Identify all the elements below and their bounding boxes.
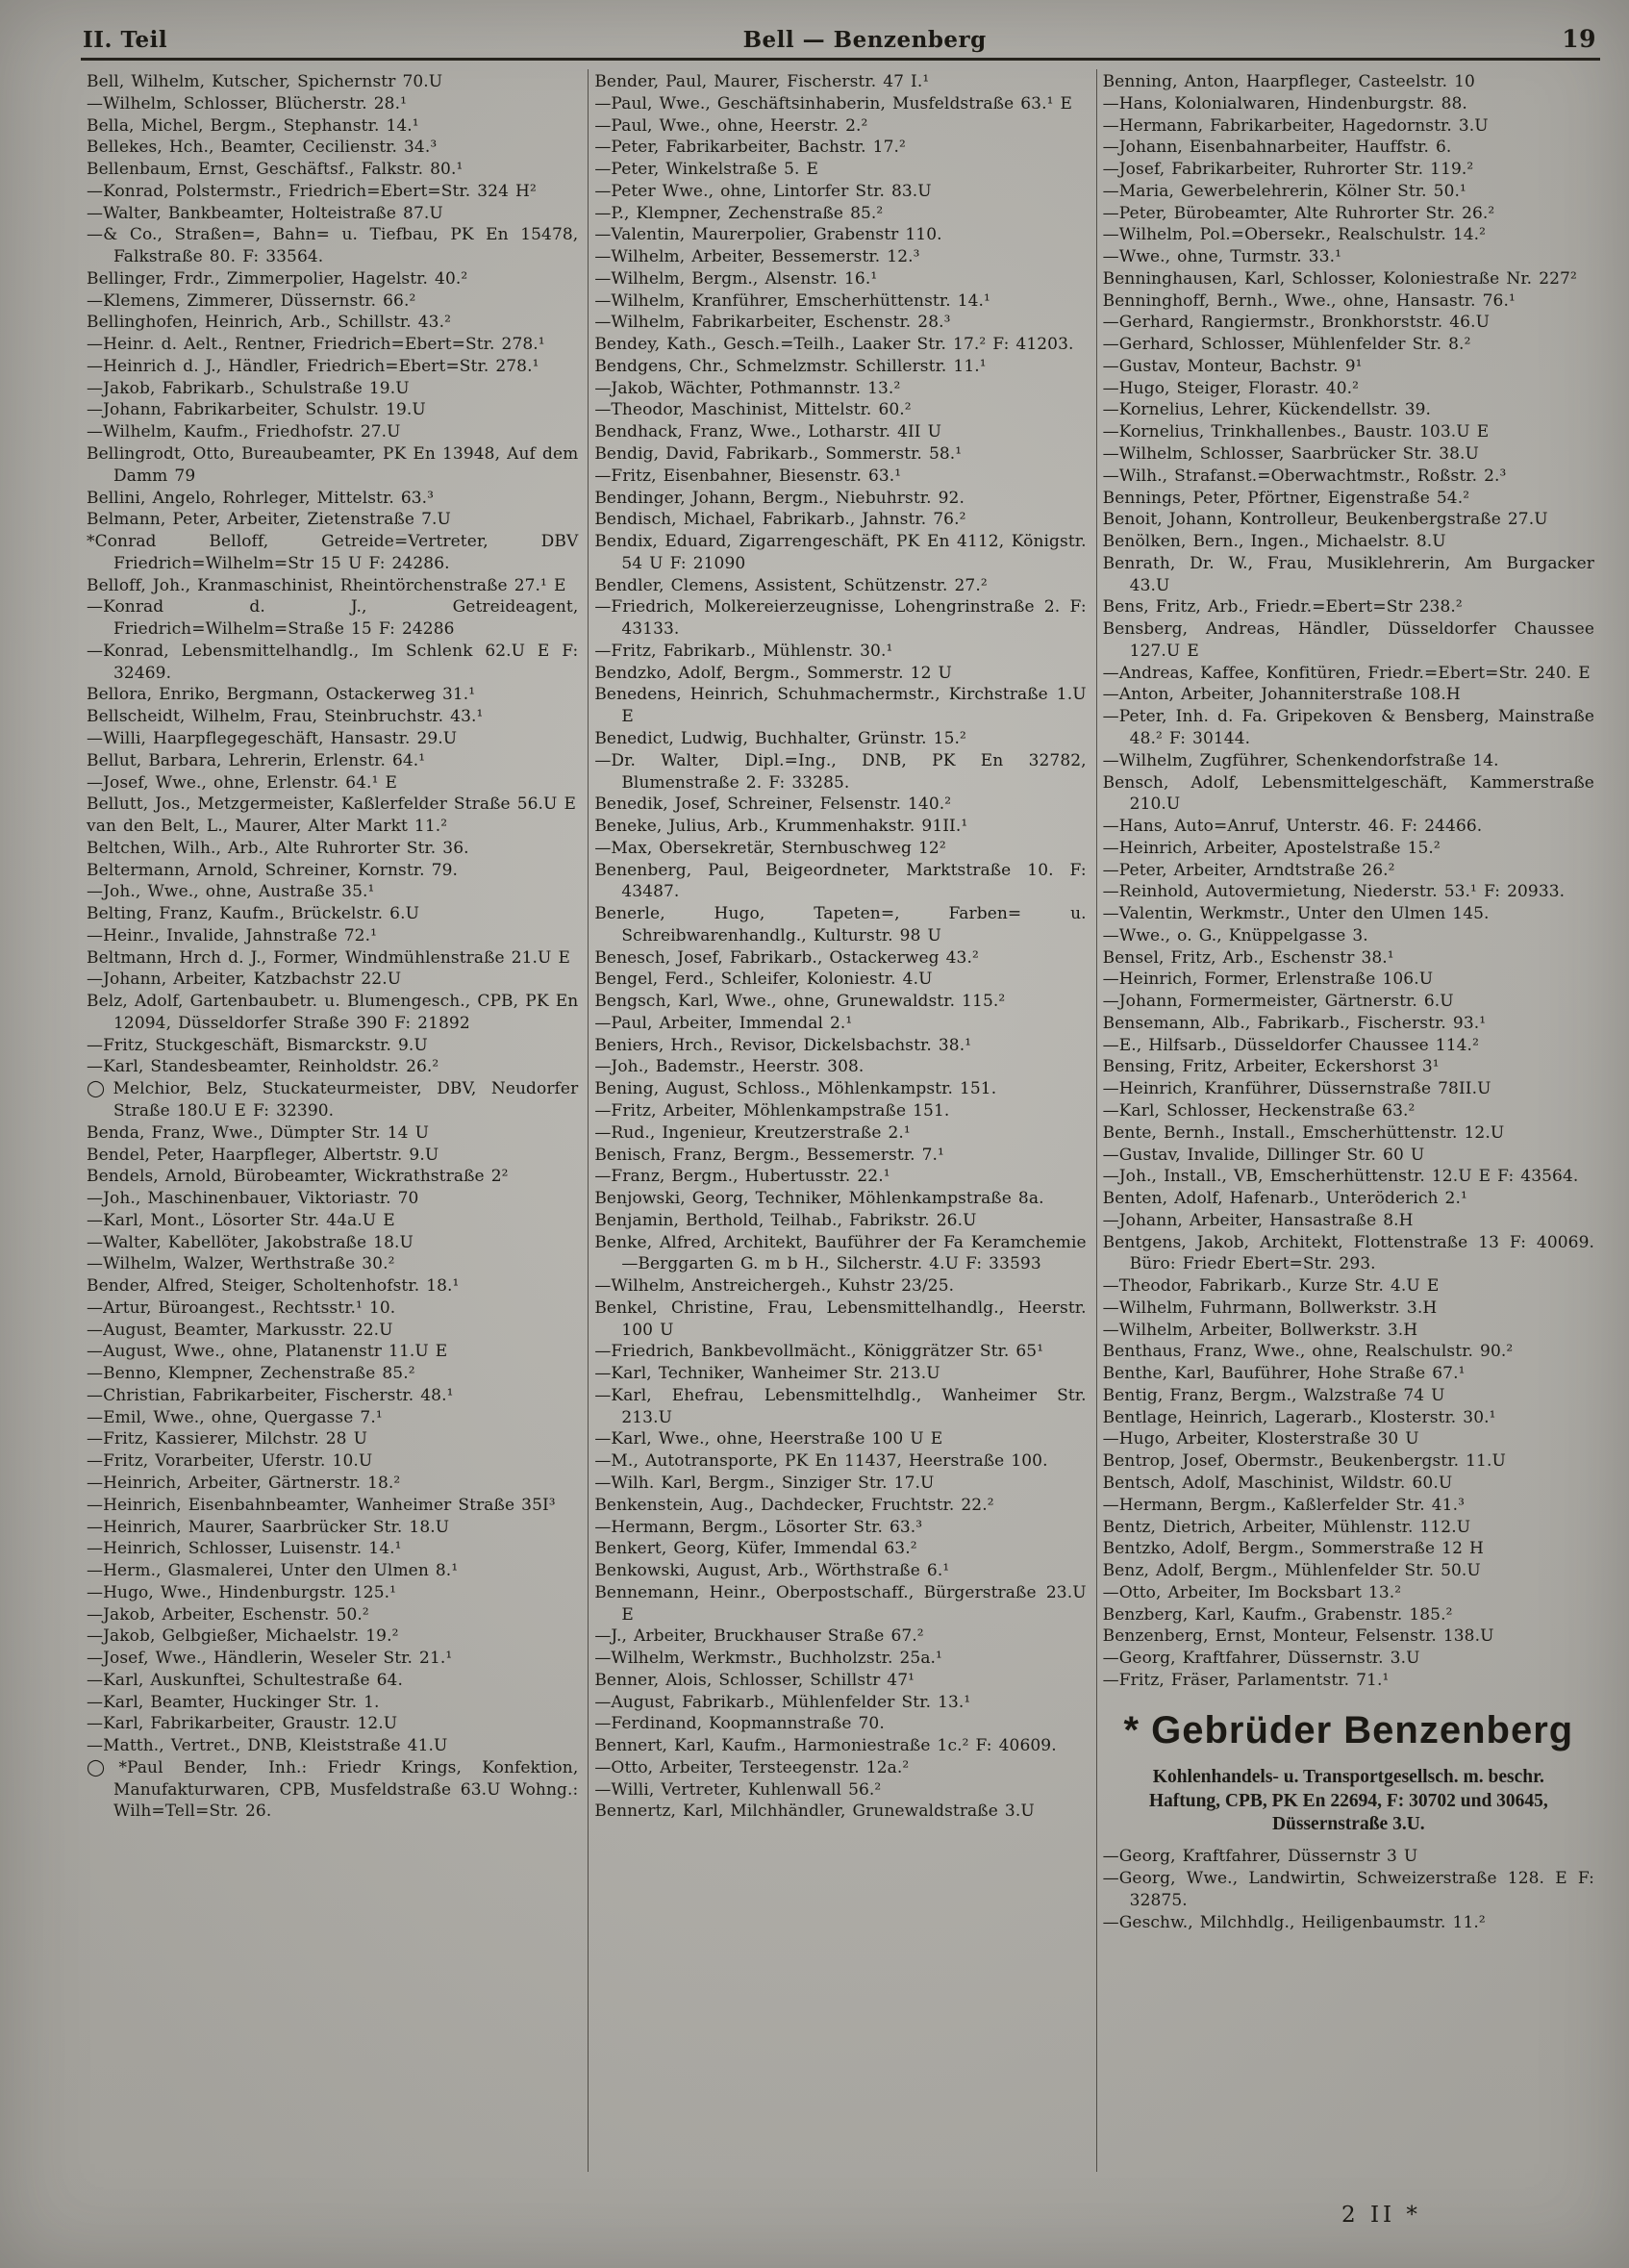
directory-entry: —Herm., Glasmalerei, Unter den Ulmen 8.¹ xyxy=(87,1561,459,1581)
directory-entry: Bening, August, Schloss., Möhlenkampstr. 151. xyxy=(594,1079,997,1099)
directory-entry: —Wilhelm, Fuhrmann, Bollwerkstr. 3.H xyxy=(1102,1298,1438,1318)
directory-entry: —Heinrich, Kranführer, Düssernstraße 78II.U xyxy=(1102,1079,1491,1099)
directory-entry: Bellingrodt, Otto, Bureaubeamter, PK En 13948, Auf dem Damm 79 xyxy=(87,444,579,486)
directory-entry: Beltchen, Wilh., Arb., Alte Ruhrorter Str. 36. xyxy=(87,838,469,858)
directory-entry: —Heinrich, Schlosser, Luisenstr. 14.¹ xyxy=(87,1539,402,1559)
directory-entry: —Heinrich, Former, Erlenstraße 106.U xyxy=(1102,970,1434,990)
directory-entry: Benoit, Johann, Kontrolleur, Beukenbergstraße 27.U xyxy=(1102,510,1548,530)
directory-entry: Benkert, Georg, Küfer, Immendal 63.² xyxy=(594,1539,917,1559)
directory-entry: Bentlage, Heinrich, Lagerarb., Klosterstr. 30.¹ xyxy=(1102,1407,1496,1427)
directory-entry: —Hugo, Steiger, Florastr. 40.² xyxy=(1102,378,1360,398)
directory-entry: —Wwe., ohne, Turmstr. 33.¹ xyxy=(1102,247,1342,267)
directory-entry: —Gustav, Monteur, Bachstr. 9¹ xyxy=(1102,356,1363,376)
signature-mark: 2 II * xyxy=(1341,2203,1421,2228)
directory-entry: Bentrop, Josef, Obermstr., Beukenbergstr. 11.U xyxy=(1102,1451,1506,1472)
directory-entry: —M., Autotransporte, PK En 11437, Heerstraße 100. xyxy=(594,1451,1048,1472)
directory-entry: —August, Wwe., ohne, Platanenstr 11.U E xyxy=(87,1342,448,1362)
directory-entry: —Johann, Eisenbahnarbeiter, Hauffstr. 6. xyxy=(1102,138,1452,158)
directory-entry: —Fritz, Fabrikarb., Mühlenstr. 30.¹ xyxy=(594,641,893,661)
directory-entry: Bendzko, Adolf, Bergm., Sommerstr. 12 U xyxy=(594,663,952,683)
directory-entry: Bella, Michel, Bergm., Stephanstr. 14.¹ xyxy=(87,115,419,136)
directory-entry: —Wilhelm, Schlosser, Blücherstr. 28.¹ xyxy=(87,93,407,113)
directory-entry: —Paul, Wwe., ohne, Heerstr. 2.² xyxy=(594,115,868,136)
directory-entry: —Fritz, Eisenbahner, Biesenstr. 63.¹ xyxy=(594,466,902,486)
directory-entry: —Wilhelm, Arbeiter, Bollwerkstr. 3.H xyxy=(1102,1320,1418,1340)
directory-entry: —Hans, Auto=Anruf, Unterstr. 46. F: 24466. xyxy=(1102,817,1483,837)
directory-entry: —Otto, Arbeiter, Im Bocksbart 13.² xyxy=(1102,1582,1402,1602)
directory-entry: van den Belt, L., Maurer, Alter Markt 11.² xyxy=(87,817,448,837)
directory-entry: Belloff, Joh., Kranmaschinist, Rheintörchenstraße 27.¹ E xyxy=(87,575,566,595)
directory-entry: —Josef, Wwe., ohne, Erlenstr. 64.¹ E xyxy=(87,772,397,793)
directory-entry: —Wilh. Karl, Bergm., Sinziger Str. 17.U xyxy=(594,1474,935,1493)
directory-entry: Bennings, Peter, Pförtner, Eigenstraße 54.² xyxy=(1102,488,1470,508)
directory-entry: Benz, Adolf, Bergm., Mühlenfelder Str. 50.U xyxy=(1102,1561,1481,1581)
directory-entry: Bennemann, Heinr., Oberpostschaff., Bürgerstraße 23.U E xyxy=(594,1582,1087,1625)
directory-entry: —Wilhelm, Schlosser, Saarbrücker Str. 38.U xyxy=(1102,444,1479,465)
directory-entry: Bellekes, Hch., Beamter, Cecilienstr. 34.³ xyxy=(87,138,438,158)
directory-entry: —Johann, Fabrikarbeiter, Schulstr. 19.U xyxy=(87,400,426,420)
header-rule xyxy=(81,58,1600,61)
directory-entry: —August, Fabrikarb., Mühlenfelder Str. 13.¹ xyxy=(594,1692,971,1712)
directory-entry: —Karl, Standesbeamter, Reinholdstr. 26.² xyxy=(87,1057,439,1077)
directory-entry: Bendgens, Chr., Schmelzmstr. Schillerstr. 11.¹ xyxy=(594,356,987,376)
directory-entry: —Heinrich, Maurer, Saarbrücker Str. 18.U xyxy=(87,1517,450,1537)
directory-entry: Beneke, Julius, Arb., Krummenhakstr. 91II.¹ xyxy=(594,817,968,837)
directory-entry: Belmann, Peter, Arbeiter, Zietenstraße 7.U xyxy=(87,510,451,530)
directory-entry: —Hermann, Bergm., Kaßlerfelder Str. 41.³ xyxy=(1102,1495,1465,1515)
directory-entry: —Valentin, Maurerpolier, Grabenstr 110. xyxy=(594,225,942,245)
directory-entry: —Karl, Schlosser, Heckenstraße 63.² xyxy=(1102,1100,1416,1121)
directory-entry: Beltermann, Arnold, Schreiner, Kornstr. 79. xyxy=(87,860,459,880)
directory-entry: —Peter, Arbeiter, Arndtstraße 26.² xyxy=(1102,860,1395,880)
directory-entry: Bendig, David, Fabrikarb., Sommerstr. 58.¹ xyxy=(594,444,963,465)
directory-entry: —Peter, Winkelstraße 5. E xyxy=(594,160,819,180)
directory-entry: —Heinr., Invalide, Jahnstraße 72.¹ xyxy=(87,925,378,945)
directory-entry: —Karl, Beamter, Huckinger Str. 1. xyxy=(87,1692,380,1712)
directory-entry: Bender, Paul, Maurer, Fischerstr. 47 I.¹ xyxy=(594,72,930,91)
directory-entry: Benke, Alfred, Architekt, Bauführer der Fa Keramchemie—Berggarten G. m b H., Silcherstr. 4.U F: 33593 xyxy=(594,1232,1087,1274)
directory-entry: —Hugo, Arbeiter, Klosterstraße 30 U xyxy=(1102,1429,1419,1449)
directory-entry: —Willi, Vertreter, Kuhlenwall 56.² xyxy=(594,1779,882,1800)
directory-entry: —Matth., Vertret., DNB, Kleiststraße 41.U xyxy=(87,1736,448,1756)
directory-entry: —Hans, Kolonialwaren, Hindenburgstr. 88. xyxy=(1102,93,1467,113)
directory-entry: —August, Beamter, Markusstr. 22.U xyxy=(87,1320,393,1340)
directory-entry: —Karl, Fabrikarbeiter, Graustr. 12.U xyxy=(87,1714,398,1734)
page-header xyxy=(83,25,1596,53)
directory-entry: —Karl, Wwe., ohne, Heerstraße 100 U E xyxy=(594,1429,943,1449)
directory-entry: —Peter Wwe., ohne, Lintorfer Str. 83.U xyxy=(594,181,932,201)
directory-entry: Benrath, Dr. W., Frau, Musiklehrerin, Am Burgacker 43.U xyxy=(1102,553,1594,595)
directory-entry: —Peter, Inh. d. Fa. Gripekoven & Bensberg, Mainstraße 48.² F: 30144. xyxy=(1102,707,1594,748)
directory-entry: —Max, Obersekretär, Sternbuschweg 12² xyxy=(594,838,946,858)
directory-entry: Bensberg, Andreas, Händler, Düsseldorfer Chaussee 127.U E xyxy=(1102,619,1594,661)
directory-entry: Beltmann, Hrch d. J., Former, Windmühlenstraße 21.U E xyxy=(87,947,570,968)
directory-entry: —Emil, Wwe., ohne, Quergasse 7.¹ xyxy=(87,1407,383,1427)
display-ad-body: Kohlenhandels- u. Transportgesellsch. m. beschr. Haftung, CPB, PK En 22694, F: 30702 und 30645, Düssernstraße 3.U. xyxy=(1148,1767,1548,1834)
directory-entry: Benedens, Heinrich, Schuhmachermstr., Kirchstraße 1.U E xyxy=(594,685,1087,727)
directory-entry: Bell, Wilhelm, Kutscher, Spichernstr 70.U xyxy=(87,72,443,91)
directory-entry: Bellenbaum, Ernst, Geschäftsf., Falkstr. 80.¹ xyxy=(87,160,464,180)
directory-entry: Benning, Anton, Haarpfleger, Casteelstr. 10 xyxy=(1102,72,1475,91)
directory-entry: —Gerhard, Schlosser, Mühlenfelder Str. 8.² xyxy=(1102,335,1471,355)
directory-entry: Benesch, Josef, Fabrikarb., Ostackerweg 43.² xyxy=(594,947,979,968)
directory-entry: Benninghoff, Bernh., Wwe., ohne, Hansastr. 76.¹ xyxy=(1102,290,1516,311)
directory-entry: —Fritz, Arbeiter, Möhlenkampstraße 151. xyxy=(594,1100,950,1121)
directory-entry: —Joh., Maschinenbauer, Viktoriastr. 70 xyxy=(87,1189,419,1209)
directory-entry: —Valentin, Werkmstr., Unter den Ulmen 145. xyxy=(1102,904,1490,924)
directory-entry: Benkel, Christine, Frau, Lebensmittelhandlg., Heerstr. 100 U xyxy=(594,1298,1087,1340)
directory-entry: —Hermann, Bergm., Lösorter Str. 63.³ xyxy=(594,1517,923,1537)
directory-entry: Bellinger, Frdr., Zimmerpolier, Hagelstr. 40.² xyxy=(87,268,468,289)
directory-entry: Bendhack, Franz, Wwe., Lotharstr. 4II U xyxy=(594,422,942,442)
directory-entry: Bente, Bernh., Install., Emscherhüttenstr. 12.U xyxy=(1102,1122,1505,1143)
directory-entry: —Kornelius, Lehrer, Kückendellstr. 39. xyxy=(1102,400,1432,420)
directory-entry: Bens, Fritz, Arb., Friedr.=Ebert=Str 238.² xyxy=(1102,597,1463,617)
directory-entry: —P., Klempner, Zechenstraße 85.² xyxy=(594,203,884,223)
directory-entry: —Theodor, Fabrikarb., Kurze Str. 4.U E xyxy=(1102,1276,1440,1297)
directory-entry: —Fritz, Vorarbeiter, Uferstr. 10.U xyxy=(87,1451,373,1472)
directory-entry: —Ferdinand, Koopmannstraße 70. xyxy=(594,1714,885,1734)
directory-entry: Benkenstein, Aug., Dachdecker, Fruchtstr. 22.² xyxy=(594,1495,994,1515)
directory-entry: —Wilhelm, Bergm., Alsenstr. 16.¹ xyxy=(594,268,878,289)
directory-entry: ◯*Paul Bender, Inh.: Friedr Krings, Konfektion, Manufakturwaren, CPB, Musfeldstraße 63.U Wohng.: Wilh=Tell=Str. 26. xyxy=(87,1757,579,1822)
directory-entry: —Konrad, Lebensmittelhandlg., Im Schlenk 62.U E F: 32469. xyxy=(87,641,579,683)
directory-entry: Benner, Alois, Schlosser, Schillstr 47¹ xyxy=(594,1670,915,1690)
directory-entry: Bellutt, Jos., Metzgermeister, Kaßlerfelder Straße 56.U E xyxy=(87,794,576,815)
directory-entry: —Wilhelm, Kranführer, Emscherhüttenstr. 14.¹ xyxy=(594,290,990,311)
directory-entry: —Anton, Arbeiter, Johanniterstraße 108.H xyxy=(1102,685,1461,705)
directory-entry: Bensch, Adolf, Lebensmittelgeschäft, Kammerstraße 210.U xyxy=(1102,772,1594,815)
part-label: II. Teil xyxy=(83,27,168,53)
directory-entry: Benthaus, Franz, Wwe., ohne, Realschulstr. 90.² xyxy=(1102,1342,1514,1362)
directory-entry: —Wilhelm, Pol.=Obersekr., Realschulstr. 14.² xyxy=(1102,225,1487,245)
directory-entry: Bellinghofen, Heinrich, Arb., Schillstr. 43.² xyxy=(87,313,451,333)
directory-entry: —J., Arbeiter, Bruckhauser Straße 67.² xyxy=(594,1626,924,1647)
directory-entry: —Johann, Arbeiter, Katzbachstr 22.U xyxy=(87,970,402,990)
directory-entry: —Walter, Kabellöter, Jakobstraße 18.U xyxy=(87,1232,414,1252)
directory-entry: Bendisch, Michael, Fabrikarb., Jahnstr. 76.² xyxy=(594,510,966,530)
directory-entry: ◯Melchior, Belz, Stuckateurmeister, DBV, Neudorfer Straße 180.U E F: 32390. xyxy=(87,1079,579,1121)
directory-entry: —Georg, Kraftfahrer, Düssernstr. 3.U xyxy=(1102,1649,1420,1669)
directory-entry: —Wilhelm, Arbeiter, Bessemerstr. 12.³ xyxy=(594,247,920,267)
directory-entry: —Georg, Kraftfahrer, Düssernstr 3 U xyxy=(1102,1847,1418,1867)
directory-entry: —Heinrich d. J., Händler, Friedrich=Ebert=Str. 278.¹ xyxy=(87,356,539,376)
directory-entry: Belting, Franz, Kaufm., Brückelstr. 6.U xyxy=(87,904,420,924)
directory-entry: —Heinrich, Arbeiter, Gärtnerstr. 18.² xyxy=(87,1474,401,1493)
directory-entry: Bellini, Angelo, Rohrleger, Mittelstr. 63.³ xyxy=(87,488,435,508)
directory-entry: —Heinr. d. Aelt., Rentner, Friedrich=Ebert=Str. 278.¹ xyxy=(87,335,545,355)
directory-entry: Benzberg, Karl, Kaufm., Grabenstr. 185.² xyxy=(1102,1604,1453,1625)
directory-entry: Bender, Alfred, Steiger, Scholtenhofstr. 18.¹ xyxy=(87,1276,460,1297)
directory-entry: —Otto, Arbeiter, Tersteegenstr. 12a.² xyxy=(594,1757,910,1777)
directory-entry: —Kornelius, Trinkhallenbes., Baustr. 103.U E xyxy=(1102,422,1490,442)
directory-entry: —Rud., Ingenieur, Kreutzerstraße 2.¹ xyxy=(594,1122,911,1143)
directory-entry: —Friedrich, Molkereierzeugnisse, Lohengrinstraße 2. F: 43133. xyxy=(594,597,1087,640)
directory-entry: —Benno, Klempner, Zechenstraße 85.² xyxy=(87,1364,415,1384)
directory-entry: Bendix, Eduard, Zigarrengeschäft, PK En 4112, Königstr. 54 U F: 21090 xyxy=(594,532,1087,573)
directory-entry: —Johann, Formermeister, Gärtnerstr. 6.U xyxy=(1102,992,1454,1012)
directory-entry: —Heinrich, Eisenbahnbeamter, Wanheimer Straße 35I³ xyxy=(87,1495,556,1515)
directory-entry: —Karl, Auskunftei, Schultestraße 64. xyxy=(87,1670,403,1690)
directory-entry: —Jakob, Gelbgießer, Michaelstr. 19.² xyxy=(87,1626,399,1647)
directory-columns xyxy=(81,69,1604,2172)
directory-entry: —Fritz, Fräser, Parlamentstr. 71.¹ xyxy=(1102,1670,1390,1690)
directory-entry: Belz, Adolf, Gartenbaubetr. u. Blumengesch., CPB, PK En 12094, Düsseldorfer Straße 390 F: 21892 xyxy=(87,992,579,1033)
directory-entry: —Wilhelm, Walzer, Werthstraße 30.² xyxy=(87,1254,395,1274)
directory-entry: —Andreas, Kaffee, Konfitüren, Friedr.=Ebert=Str. 240. E xyxy=(1102,663,1591,683)
directory-entry: Benenberg, Paul, Beigeordneter, Marktstraße 10. F: 43487. xyxy=(594,860,1087,902)
directory-entry: Bendey, Kath., Gesch.=Teilh., Laaker Str. 17.² F: 41203. xyxy=(594,335,1074,355)
directory-entry: —Joh., Install., VB, Emscherhüttenstr. 12.U E F: 43564. xyxy=(1102,1167,1579,1187)
directory-entry: —Peter, Bürobeamter, Alte Ruhrorter Str. 26.² xyxy=(1102,203,1495,223)
directory-entry: —Willi, Haarpflegegeschäft, Hansastr. 29.U xyxy=(87,728,458,748)
directory-entry: Bentgens, Jakob, Architekt, Flottenstraße 13 F: 40069. Büro: Friedr Ebert=Str. 293. xyxy=(1102,1232,1594,1274)
directory-entry: —Wilhelm, Fabrikarbeiter, Eschenstr. 28.³ xyxy=(594,313,951,333)
directory-entry: —& Co., Straßen=, Bahn= u. Tiefbau, PK En 15478, Falkstraße 80. F: 33564. xyxy=(87,225,579,267)
directory-entry: Bentzko, Adolf, Bergm., Sommerstraße 12 H xyxy=(1102,1539,1484,1559)
directory-entry: —Jakob, Arbeiter, Eschenstr. 50.² xyxy=(87,1604,369,1625)
directory-entry: Benedict, Ludwig, Buchhalter, Grünstr. 15.² xyxy=(594,728,966,748)
directory-entry: —Wilhelm, Werkmstr., Buchholzstr. 25a.¹ xyxy=(594,1649,942,1669)
directory-entry: —Gustav, Invalide, Dillinger Str. 60 U xyxy=(1102,1145,1425,1165)
directory-entry: —Josef, Wwe., Händlerin, Weseler Str. 21.¹ xyxy=(87,1649,453,1669)
directory-entry: —Joh., Wwe., ohne, Austraße 35.¹ xyxy=(87,882,375,902)
directory-entry: —Geschw., Milchhdlg., Heiligenbaumstr. 11.² xyxy=(1102,1912,1486,1932)
directory-entry: Bengel, Ferd., Schleifer, Koloniestr. 4.U xyxy=(594,970,933,990)
directory-entry: Bellora, Enriko, Bergmann, Ostackerweg 31.¹ xyxy=(87,685,476,705)
display-ad xyxy=(1103,1705,1594,1837)
directory-entry: Benzenberg, Ernst, Monteur, Felsenstr. 138.U xyxy=(1102,1626,1494,1647)
directory-entry: Bensel, Fritz, Arb., Eschenstr 38.¹ xyxy=(1102,947,1394,968)
directory-entry: Benda, Franz, Wwe., Dümpter Str. 14 U xyxy=(87,1122,430,1143)
directory-entry: —Hugo, Wwe., Hindenburgstr. 125.¹ xyxy=(87,1582,397,1602)
directory-entry: Bendinger, Johann, Bergm., Niebuhrstr. 92. xyxy=(594,488,965,508)
directory-entry: Benkowski, August, Arb., Wörthstraße 6.¹ xyxy=(594,1561,950,1581)
directory-entry: —Peter, Fabrikarbeiter, Bachstr. 17.² xyxy=(594,138,906,158)
directory-entry: —Hermann, Fabrikarbeiter, Hagedornstr. 3.U xyxy=(1102,115,1489,136)
directory-entry: —Georg, Wwe., Landwirtin, Schweizerstraße 128. E F: 32875. xyxy=(1102,1869,1594,1910)
directory-entry: —Fritz, Kassierer, Milchstr. 28 U xyxy=(87,1429,368,1449)
directory-entry: Bendels, Arnold, Bürobeamter, Wickrathstraße 2² xyxy=(87,1167,509,1187)
directory-entry: Benerle, Hugo, Tapeten=, Farben= u. Schreibwarenhandlg., Kulturstr. 98 U xyxy=(594,904,1087,945)
directory-entry: —Dr. Walter, Dipl.=Ing., DNB, PK En 32782, Blumenstraße 2. F: 33285. xyxy=(594,750,1087,793)
directory-entry: —Klemens, Zimmerer, Düssernstr. 66.² xyxy=(87,290,416,311)
directory-entry: —Franz, Bergm., Hubertusstr. 22.¹ xyxy=(594,1167,890,1187)
directory-entry: —Konrad d. J., Getreideagent, Friedrich=Wilhelm=Straße 15 F: 24286 xyxy=(87,597,579,640)
directory-entry: —Konrad, Polstermstr., Friedrich=Ebert=Str. 324 H² xyxy=(87,181,537,201)
directory-entry: *Conrad Belloff, Getreide=Vertreter, DBV Friedrich=Wilhelm=Str 15 U F: 24286. xyxy=(87,532,579,573)
directory-entry: —Wilhelm, Kaufm., Friedhofstr. 27.U xyxy=(87,422,401,442)
directory-entry: Bennert, Karl, Kaufm., Harmoniestraße 1c.² F: 40609. xyxy=(594,1736,1057,1756)
directory-entry: Benedik, Josef, Schreiner, Felsenstr. 140.² xyxy=(594,794,952,815)
directory-entry: Bentz, Dietrich, Arbeiter, Mühlenstr. 112.U xyxy=(1102,1517,1471,1537)
directory-entry: —Joh., Bademstr., Heerstr. 308. xyxy=(594,1057,865,1077)
running-title: Bell — Benzenberg xyxy=(742,27,987,53)
directory-entry: —Paul, Arbeiter, Immendal 2.¹ xyxy=(594,1013,853,1033)
directory-entry: —Wilhelm, Zugführer, Schenkendorfstraße 14. xyxy=(1102,750,1499,770)
directory-entry: Bentsch, Adolf, Maschinist, Wildstr. 60.U xyxy=(1102,1474,1453,1493)
directory-entry: Benölken, Bern., Ingen., Michaelstr. 8.U xyxy=(1102,532,1446,552)
directory-entry: Bennertz, Karl, Milchhändler, Grunewaldstraße 3.U xyxy=(594,1802,1035,1822)
directory-entry: —Wilhelm, Anstreichergeh., Kuhstr 23/25. xyxy=(594,1276,955,1297)
directory-entry: Bendler, Clemens, Assistent, Schützenstr. 27.² xyxy=(594,575,988,595)
display-ad-title: * Gebrüder Benzenberg xyxy=(1123,1708,1574,1751)
page-number: 19 xyxy=(1562,25,1596,53)
directory-entry: —Gerhard, Rangiermstr., Bronkhorststr. 46.U xyxy=(1102,313,1491,333)
directory-entry: Benjamin, Berthold, Teilhab., Fabrikstr. 26.U xyxy=(594,1210,977,1230)
directory-entry: Bellut, Barbara, Lehrerin, Erlenstr. 64.¹ xyxy=(87,750,426,770)
directory-entry: —Maria, Gewerbelehrerin, Kölner Str. 50.¹ xyxy=(1102,181,1466,201)
directory-entry: Bentig, Franz, Bergm., Walzstraße 74 U xyxy=(1102,1385,1445,1405)
directory-entry: —Friedrich, Bankbevollmächt., Königgrätzer Str. 65¹ xyxy=(594,1342,1044,1362)
directory-entry: Bensemann, Alb., Fabrikarb., Fischerstr. 93.¹ xyxy=(1102,1013,1487,1033)
directory-entry: —Christian, Fabrikarbeiter, Fischerstr. 48.¹ xyxy=(87,1385,454,1405)
directory-entry: —Artur, Büroangest., Rechtsstr.¹ 10. xyxy=(87,1298,396,1318)
directory-entry: —Karl, Techniker, Wanheimer Str. 213.U xyxy=(594,1364,940,1384)
directory-entry: Bendel, Peter, Haarpfleger, Albertstr. 9.U xyxy=(87,1145,439,1165)
directory-entry: Benninghausen, Karl, Schlosser, Koloniestraße Nr. 227² xyxy=(1102,268,1577,289)
directory-column-2 xyxy=(588,69,1095,2172)
directory-entry: —Johann, Arbeiter, Hansastraße 8.H xyxy=(1102,1210,1414,1230)
directory-entry: Benten, Adolf, Hafenarb., Unteröderich 2.¹ xyxy=(1102,1189,1467,1209)
directory-entry: —Wilh., Strafanst.=Oberwachtmstr., Roßstr. 2.³ xyxy=(1102,466,1507,486)
directory-entry: Benjowski, Georg, Techniker, Möhlenkampstraße 8a. xyxy=(594,1189,1044,1209)
directory-column-1 xyxy=(81,69,588,2172)
directory-entry: —Karl, Ehefrau, Lebensmittelhdlg., Wanheimer Str. 213.U xyxy=(594,1385,1087,1427)
directory-entry: —Walter, Bankbeamter, Holteistraße 87.U xyxy=(87,203,443,223)
directory-entry: Bengsch, Karl, Wwe., ohne, Grunewaldstr. 115.² xyxy=(594,992,1006,1012)
directory-entry: Benisch, Franz, Bergm., Bessemerstr. 7.¹ xyxy=(594,1145,944,1165)
directory-entry: —Theodor, Maschinist, Mittelstr. 60.² xyxy=(594,400,912,420)
directory-entry: —Karl, Mont., Lösorter Str. 44a.U E xyxy=(87,1210,395,1230)
directory-entry: Bensing, Fritz, Arbeiter, Eckershorst 3¹ xyxy=(1102,1057,1440,1077)
directory-entry: —Heinrich, Arbeiter, Apostelstraße 15.² xyxy=(1102,838,1441,858)
directory-entry: Bellscheidt, Wilhelm, Frau, Steinbruchstr. 43.¹ xyxy=(87,707,484,727)
directory-entry: —Reinhold, Autovermietung, Niederstr. 53.¹ F: 20933. xyxy=(1102,882,1566,902)
directory-entry: —Josef, Fabrikarbeiter, Ruhrorter Str. 119.² xyxy=(1102,160,1474,180)
directory-entry: —Jakob, Fabrikarb., Schulstraße 19.U xyxy=(87,378,410,398)
directory-entry: —Wwe., o. G., Knüppelgasse 3. xyxy=(1102,925,1368,945)
directory-entry: —E., Hilfsarb., Düsseldorfer Chaussee 114.² xyxy=(1102,1035,1479,1055)
directory-entry: Benthe, Karl, Bauführer, Hohe Straße 67.¹ xyxy=(1102,1364,1466,1384)
directory-entry: —Fritz, Stuckgeschäft, Bismarckstr. 9.U xyxy=(87,1035,428,1055)
directory-entry: —Jakob, Wächter, Pothmannstr. 13.² xyxy=(594,378,901,398)
directory-entry: Beniers, Hrch., Revisor, Dickelsbachstr. 38.¹ xyxy=(594,1035,972,1055)
directory-column-3 xyxy=(1096,69,1604,2172)
directory-entry: —Paul, Wwe., Geschäftsinhaberin, Musfeldstraße 63.¹ E xyxy=(594,93,1073,113)
